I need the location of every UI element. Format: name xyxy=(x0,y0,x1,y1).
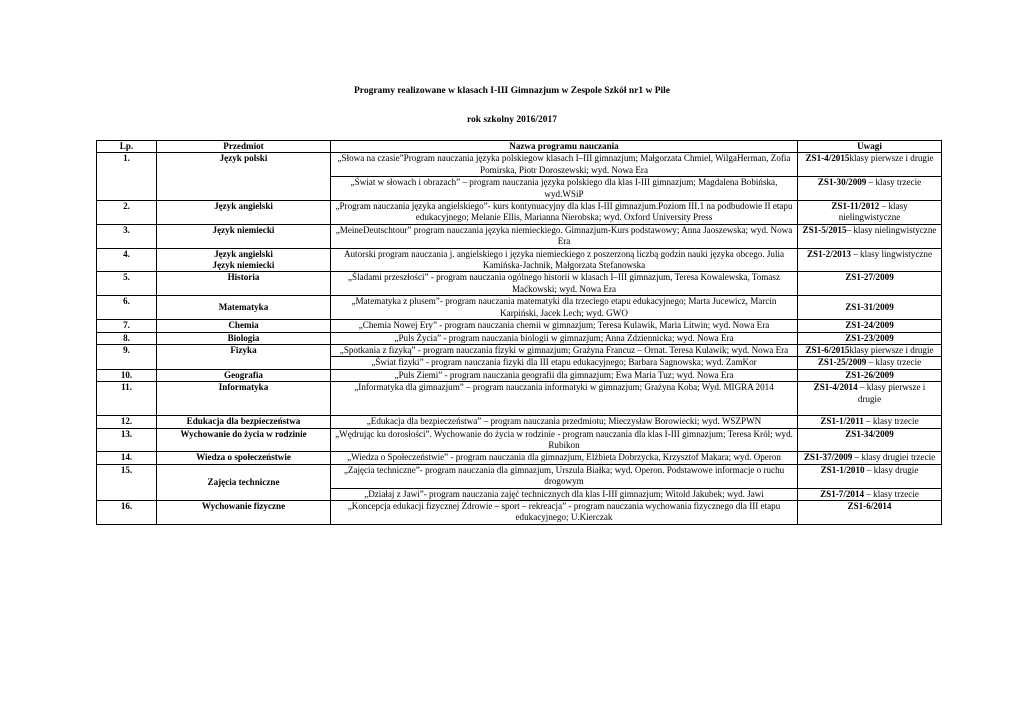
note-text: – klasy trzecie xyxy=(866,177,922,188)
program-code: ZS1-31/2009 xyxy=(845,301,894,312)
row-program: „Świat w słowach i obrazach” – program nauczania języka polskiego dla klas I-III gimnazjum; Magdalena Bobińska, wyd.WSiP xyxy=(331,177,798,201)
note-text: – klasy nielingwistyczne xyxy=(846,224,937,235)
row-notes xyxy=(798,452,942,464)
header-subject: Przedmiot xyxy=(157,141,331,153)
row-number: 5. xyxy=(97,272,157,296)
note-text: – klasy trzecie xyxy=(864,488,919,499)
program-code: ZS1-26/2009 xyxy=(845,369,894,380)
row-program: „Zajęcia techniczne”- program nauczania dla gimnazjum, Urszula Białka; wyd. Operon. Podstawowe informacje o ruchu drogowym xyxy=(331,464,798,488)
row-program: „Puls Życia” - program nauczania biologii w gimnazjum; Anna Zdziennicka; wyd. Nowa Era xyxy=(331,332,798,344)
row-program: „Informatyka dla gimnazjum” – program nauczania informatyki w gimnazjum; Grażyna Koba; Wyd. MIGRA 2014 xyxy=(331,382,798,416)
row-number: 16. xyxy=(97,500,157,524)
header-program: Nazwa programu nauczania xyxy=(331,141,798,153)
row-subject: Język angielski xyxy=(157,201,331,225)
row-number: 10. xyxy=(97,369,157,381)
row-subject: Geografia xyxy=(157,369,331,381)
row-notes xyxy=(798,357,942,369)
row-notes xyxy=(798,382,942,416)
note-text: – klasy drugie xyxy=(864,464,919,475)
row-program: „Koncepcja edukacji fizycznej Zdrowie – sport – rekreacja” - program nauczania wychowania fizycznego dla III etapu edukacyjnego; U.Kierczak xyxy=(331,500,798,524)
row-subject: Wychowanie do życia w rodzinie xyxy=(157,428,331,452)
header-notes: Uwagi xyxy=(798,141,942,153)
row-program: „Słowa na czasie”Program nauczania języka polskiegow klasach I–III gimnazjum; Małgorzata Chmiel, WilgaHerman, Zofia Pomirska, Piotr Doroszewski; wyd. Nowa Era xyxy=(331,153,798,177)
program-code: ZS1-37/2009 xyxy=(803,452,853,463)
program-code: ZS1-24/2009 xyxy=(845,320,894,331)
table-row xyxy=(97,224,942,248)
table-row xyxy=(97,320,942,332)
program-code: ZS1-7/2014 xyxy=(820,488,865,499)
row-number: 15. xyxy=(97,464,157,500)
program-code: ZS1-6/2014 xyxy=(847,500,892,511)
document-title: Programy realizowane w klasach I-III Gimnazjum w Zespole Szkół nr1 w Pile xyxy=(353,86,671,96)
row-number: 3. xyxy=(97,224,157,248)
program-code: ZS1-4/2015 xyxy=(805,153,850,164)
note-text: klasy pierwsze i drugie xyxy=(849,344,934,355)
row-notes xyxy=(798,201,942,225)
row-program: „Działaj z Jawi”- program nauczania zajęć technicznych dla klas I-III gimnazjum; Witold Jakubek; wyd. Jawi xyxy=(331,488,798,500)
note-text: – klasy pierwsze i drugie xyxy=(857,382,926,404)
row-subject: Fizyka xyxy=(157,344,331,369)
row-notes xyxy=(798,272,942,296)
row-number: 12. xyxy=(97,416,157,428)
table-row xyxy=(97,153,942,177)
program-code: ZS1-1/2010 xyxy=(820,464,865,475)
program-code: ZS1-34/2009 xyxy=(845,428,894,439)
row-number: 4. xyxy=(97,248,157,272)
note-text: – klasy drugiei trzecie xyxy=(852,452,936,463)
note-text: klasy pierwsze i drugie xyxy=(849,153,934,164)
row-subject: Matematyka xyxy=(157,296,331,320)
table-row xyxy=(97,416,942,428)
table-row xyxy=(97,428,942,452)
program-code: ZS1-25/2009 xyxy=(817,357,867,368)
row-program: Autorski program nauczania j. angielskiego i języka niemieckiego z poszerzoną liczbą godzin nauki języka obcego. Julia Kamińska-Jachnik, Małgorzata Stefanowska xyxy=(331,248,798,272)
row-notes xyxy=(798,153,942,177)
header-lp: Lp. xyxy=(97,141,157,153)
row-notes xyxy=(798,344,942,356)
row-program: „Wędrując ku dorosłości”. Wychowanie do życia w rodzinie - program nauczania dla klas I-III gimnazjum; Teresa Król; wyd. Rubikon xyxy=(331,428,798,452)
program-code: ZS1-11/2012 xyxy=(831,201,880,212)
program-code: ZS1-1/2011 xyxy=(820,416,864,427)
row-notes xyxy=(798,416,942,428)
row-program: „Puls Ziemi” - program nauczania geografii dla gimnazjum; Ewa Maria Tuz; wyd. Nowa Era xyxy=(331,369,798,381)
row-number: 2. xyxy=(97,201,157,225)
row-subject: Język niemiecki xyxy=(157,224,331,248)
row-subject: Chemia xyxy=(157,320,331,332)
table-row xyxy=(97,201,942,225)
row-subject: Wychowanie fizyczne xyxy=(157,500,331,524)
row-number: 11. xyxy=(97,382,157,416)
row-subject: Wiedza o społeczeństwie xyxy=(157,452,331,464)
row-notes xyxy=(798,320,942,332)
row-subject: Język angielski Język niemiecki xyxy=(157,248,331,272)
school-year: rok szkolny 2016/2017 xyxy=(466,115,558,125)
row-program: „Chemia Nowej Ery” - program nauczania chemii w gimnazjum; Teresa Kulawik, Maria Litwin; wyd. Nowa Era xyxy=(331,320,798,332)
row-notes xyxy=(798,369,942,381)
table-row xyxy=(97,248,942,272)
table-row xyxy=(97,369,942,381)
table-row xyxy=(97,464,942,488)
table-row xyxy=(97,382,942,416)
note-text: – klasy trzecie xyxy=(866,357,922,368)
program-code: ZS1-4/2014 xyxy=(813,382,858,393)
program-code: ZS1-23/2009 xyxy=(845,332,894,343)
row-notes xyxy=(798,488,942,500)
row-notes xyxy=(798,332,942,344)
row-program: „Spotkania z fizyką” - program nauczania fizyki w gimnazjum; Grażyna Francuz – Ornat. Teresa Kulawik; wyd. Nowa Era xyxy=(331,344,798,356)
row-subject: Biologia xyxy=(157,332,331,344)
note-text: – klasy trzecie xyxy=(863,416,919,427)
row-number: 6. xyxy=(97,296,157,320)
note-text: – klasy lingwistyczne xyxy=(850,248,933,259)
row-program: „Program nauczania języka angielskiego”- kurs kontynuacyjny dla klas I-III gimnazjum.Poziom III.1 na podbudowie II etapu edukacyjnego; Melanie Ellis, Marianna Nierobska; wyd. Oxford University Press xyxy=(331,201,798,225)
program-code: ZS1-2/2013 xyxy=(806,248,851,259)
row-program: „Świat fizyki” - program nauczania fizyki dla III etapu edukacyjnego; Barbara Sagnowska; wyd. ZamKor xyxy=(331,357,798,369)
table-row xyxy=(97,272,942,296)
row-program: „Edukacja dla bezpieczeństwa” – program nauczania przedmiotu; Mieczysław Borowiecki; wyd. WSZPWN xyxy=(331,416,798,428)
row-notes xyxy=(798,428,942,452)
row-program: „Śladami przeszłości” - program nauczania ogólnego historii w klasach I–III gimnazjum, Teresa Kowalewska, Tomasz Maćkowski; wyd. Nowa Era xyxy=(331,272,798,296)
row-notes xyxy=(798,248,942,272)
table-row xyxy=(97,296,942,320)
table-header-row xyxy=(97,141,942,153)
row-number: 14. xyxy=(97,452,157,464)
row-notes xyxy=(798,177,942,201)
row-subject: Historia xyxy=(157,272,331,296)
table-row xyxy=(97,500,942,524)
table-row xyxy=(97,344,942,356)
row-program: „MeineDeutschtour” program nauczania języka niemieckiego. Gimnazjum-Kurs podstawowy; Anna Jaoszewska; wyd. Nowa Era xyxy=(331,224,798,248)
program-code: ZS1-27/2009 xyxy=(845,272,894,283)
row-number: 13. xyxy=(97,428,157,452)
row-notes xyxy=(798,296,942,320)
row-notes xyxy=(798,224,942,248)
row-number: 8. xyxy=(97,332,157,344)
program-code: ZS1-6/2015 xyxy=(805,344,850,355)
row-subject: Edukacja dla bezpieczeństwa xyxy=(157,416,331,428)
row-program: „Matematyka z plusem”- program nauczania matematyki dla trzeciego etapu edukacyjnego; Marta Jucewicz, Marcin Karpiński, Jacek Lech; wyd. GWO xyxy=(331,296,798,320)
row-subject: Język polski xyxy=(157,153,331,201)
programs-table xyxy=(96,140,942,525)
row-notes xyxy=(798,464,942,488)
note-text: – klasy nielingwistyczne xyxy=(838,201,908,223)
row-number: 1. xyxy=(97,153,157,201)
table-row xyxy=(97,452,942,464)
program-code: ZS1-30/2009 xyxy=(817,177,867,188)
table-row xyxy=(97,332,942,344)
row-number: 9. xyxy=(97,344,157,369)
row-subject: Informatyka xyxy=(157,382,331,416)
row-subject: Zajęcia techniczne xyxy=(157,464,331,500)
row-notes xyxy=(798,500,942,524)
row-number: 7. xyxy=(97,320,157,332)
row-program: „Wiedza o Społeczeństwie” - program nauczania dla gimnazjum, Elżbieta Dobrzycka, Krzysztof Makara; wyd. Operon xyxy=(331,452,798,464)
program-code: ZS1-5/2015 xyxy=(802,224,847,235)
